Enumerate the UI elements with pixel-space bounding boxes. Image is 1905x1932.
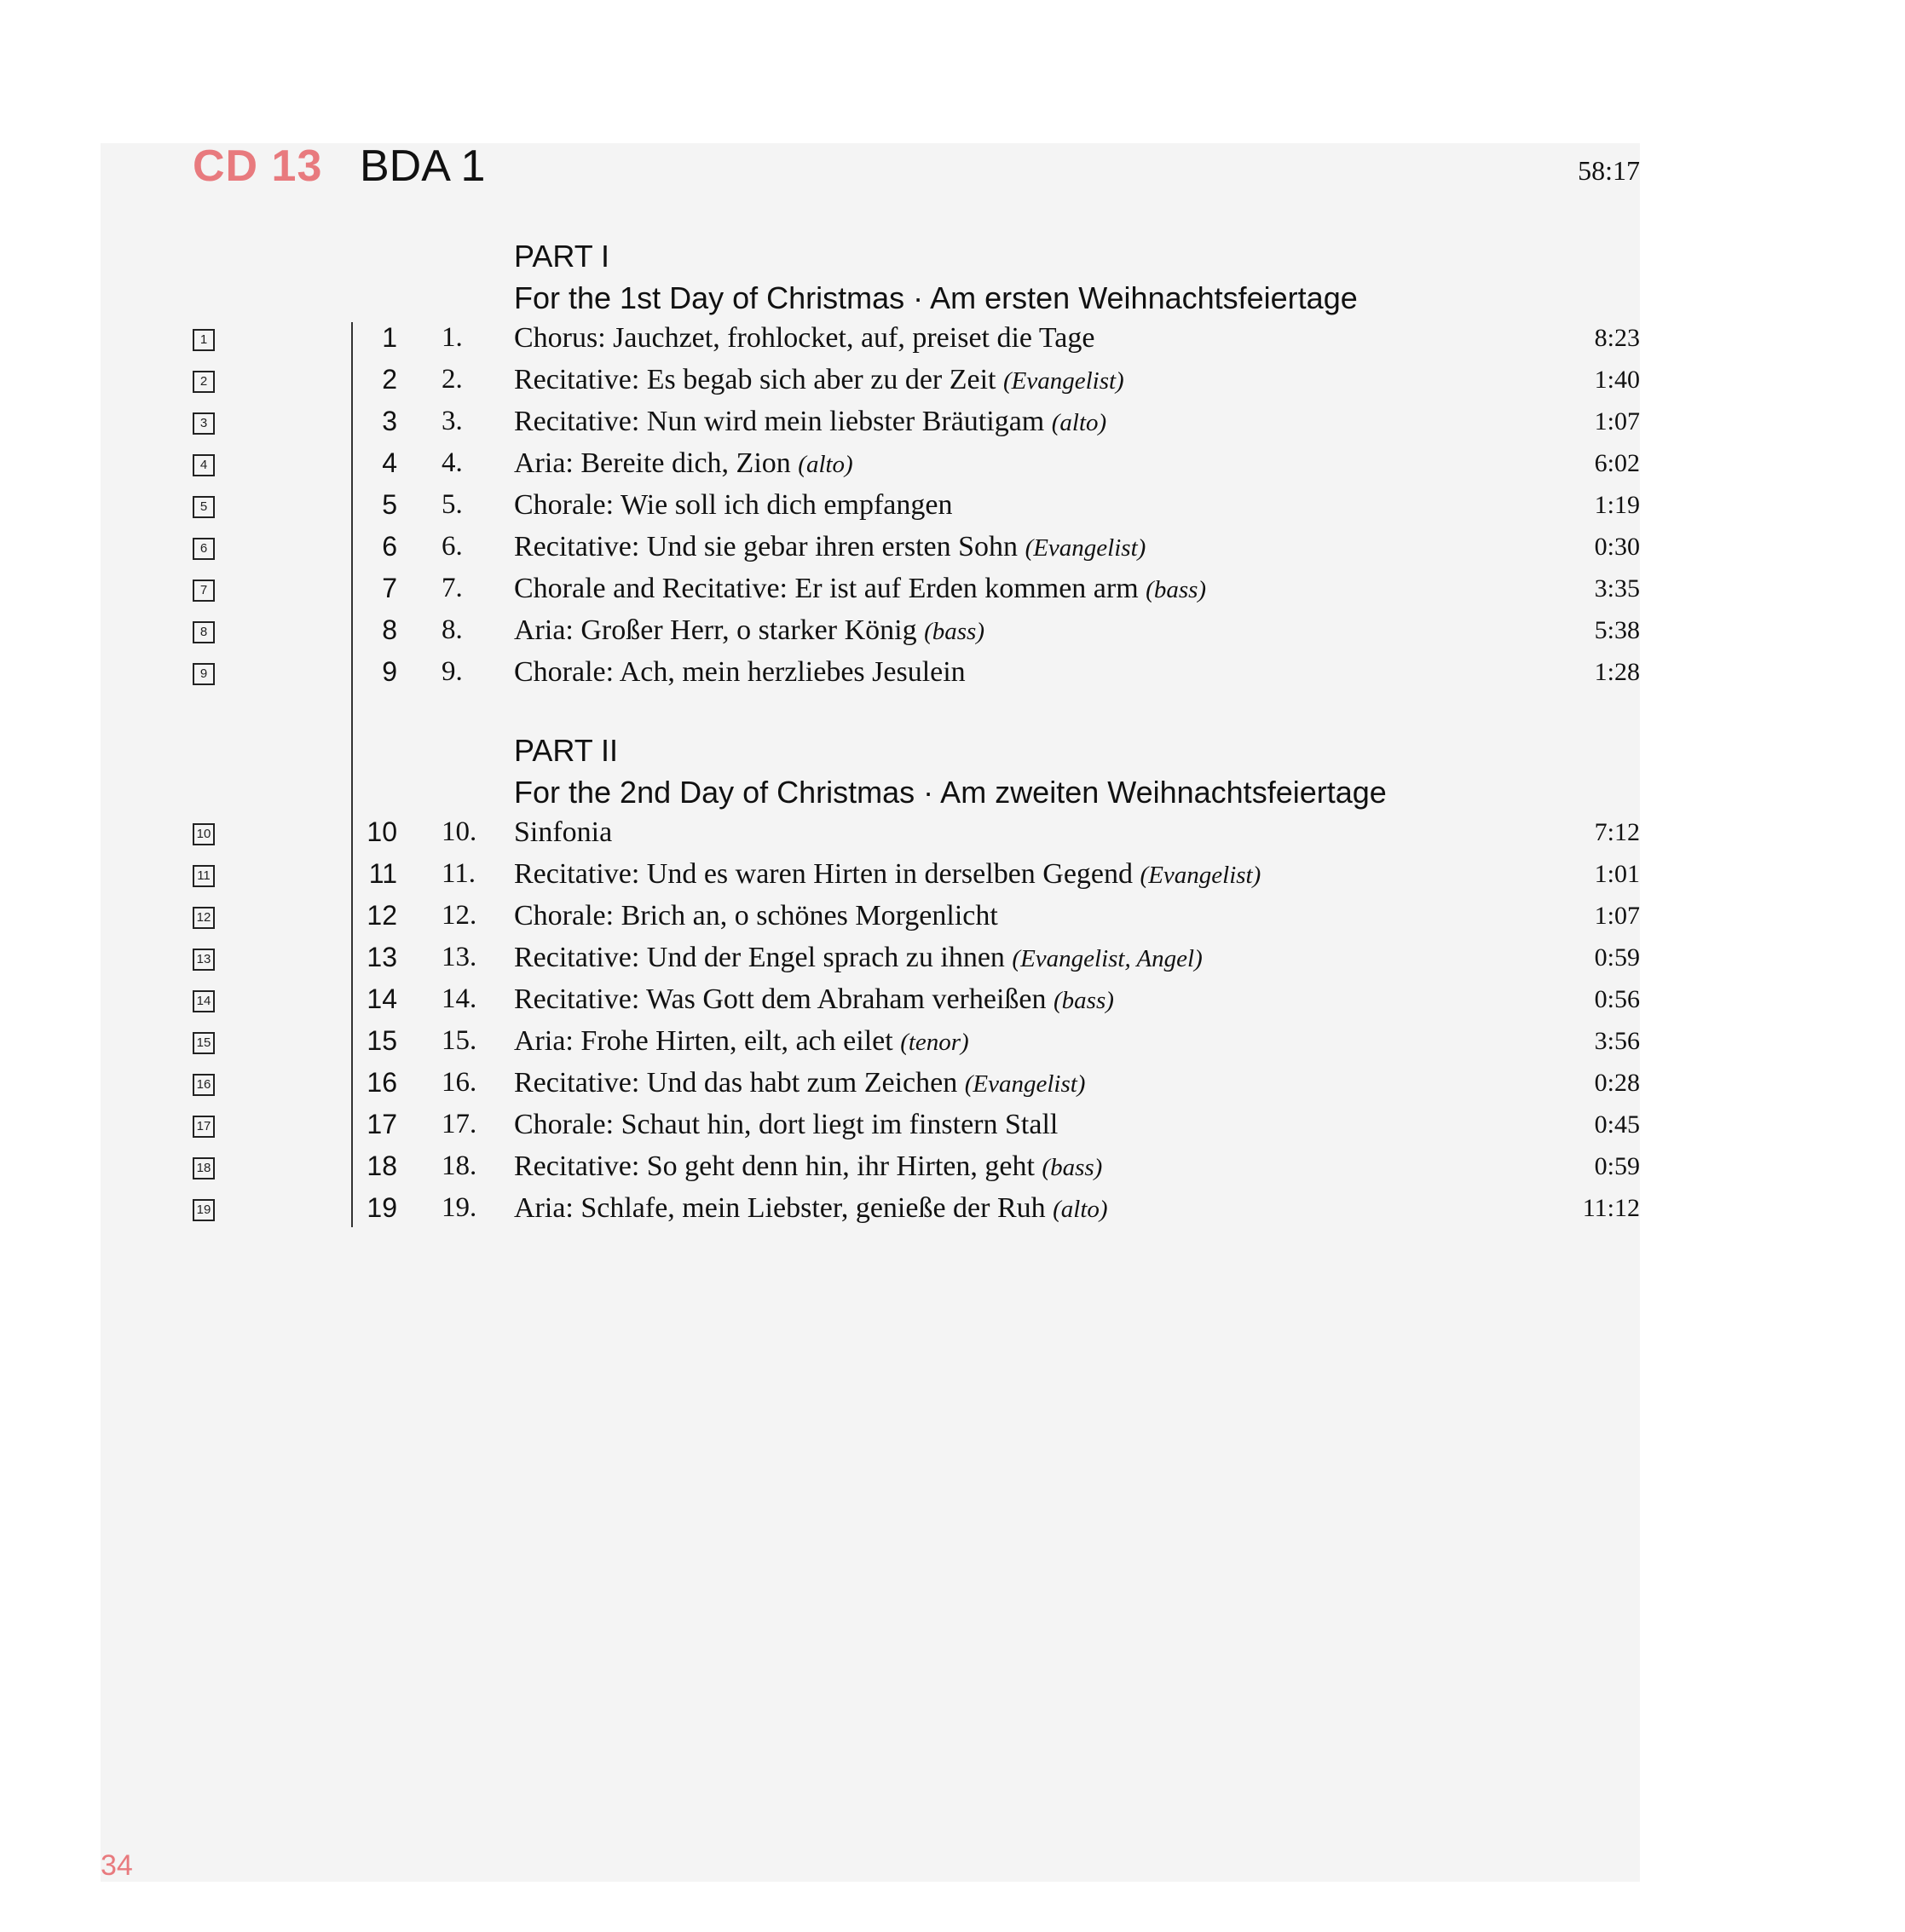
track-row: [0, 364, 1905, 406]
movement-title: [514, 406, 1106, 438]
track-box-icon: 11: [193, 865, 215, 887]
movement-duration: 6:02: [1594, 449, 1640, 477]
movement-title: [514, 983, 1114, 1016]
movement-duration: 3:56: [1594, 1027, 1640, 1055]
movement-duration: 1:07: [1594, 407, 1640, 435]
movement-duration: 1:28: [1594, 658, 1640, 686]
track-row: [0, 1067, 1905, 1109]
movement-number: 16.: [442, 1067, 477, 1098]
track-index: 17: [367, 1109, 397, 1139]
track-row: [0, 1109, 1905, 1151]
movement-title-text: Aria: Bereite dich, Zion: [514, 447, 791, 479]
movement-number: 11.: [442, 858, 476, 889]
movement-title: [514, 489, 952, 522]
movement-role: (Evangelist): [964, 1070, 1086, 1098]
movement-number: 4.: [442, 447, 463, 478]
movement-duration: 0:59: [1594, 943, 1640, 972]
movement-number: 3.: [442, 406, 463, 436]
movement-title: [514, 573, 1206, 605]
movement-number: 7.: [442, 573, 463, 603]
movement-title-text: Chorale: Schaut hin, dort liegt im finstern Stall: [514, 1109, 1059, 1140]
track-index: 5: [382, 489, 397, 520]
movement-title-text: Recitative: So geht denn hin, ihr Hirten, geht: [514, 1151, 1035, 1182]
track-box-icon: 17: [193, 1116, 215, 1138]
movement-duration: 0:56: [1594, 985, 1640, 1013]
movement-title-text: Recitative: Was Gott dem Abraham verheißen: [514, 983, 1047, 1015]
track-box-icon: 7: [193, 580, 215, 602]
track-row: [0, 983, 1905, 1025]
movement-duration: 0:28: [1594, 1069, 1640, 1097]
track-index: 10: [367, 816, 397, 847]
movement-title: [514, 656, 966, 689]
track-index: 18: [367, 1151, 397, 1181]
movement-title: [514, 364, 1124, 396]
track-row: [0, 531, 1905, 573]
movement-number: 2.: [442, 364, 463, 395]
track-index: 6: [382, 531, 397, 562]
track-box-icon: 10: [193, 823, 215, 845]
movement-title: [514, 900, 998, 932]
movement-number: 1.: [442, 322, 463, 353]
movement-title-text: Aria: Großer Herr, o starker König: [514, 614, 917, 646]
track-index: 15: [367, 1025, 397, 1056]
movement-role: (tenor): [900, 1029, 969, 1056]
track-row: [0, 900, 1905, 942]
movement-duration: 1:07: [1594, 902, 1640, 930]
track-row: [0, 489, 1905, 531]
movement-duration: 0:30: [1594, 533, 1640, 561]
track-index: 2: [382, 364, 397, 395]
movement-number: 6.: [442, 531, 463, 562]
movement-role: (alto): [1053, 1196, 1108, 1223]
track-box-icon: 9: [193, 663, 215, 685]
track-box-icon: 14: [193, 990, 215, 1012]
movement-title-text: Recitative: Nun wird mein liebster Bräutigam: [514, 406, 1045, 437]
movement-number: 14.: [442, 983, 477, 1014]
movement-duration: 1:19: [1594, 491, 1640, 519]
movement-title-text: Sinfonia: [514, 816, 613, 848]
movement-title-text: Recitative: Und es waren Hirten in derselben Gegend: [514, 858, 1134, 890]
movement-title: [514, 1025, 969, 1058]
track-row: [0, 858, 1905, 900]
movement-role: (bass): [1042, 1154, 1103, 1181]
track-row: [0, 656, 1905, 698]
cd-label: CD 13: [193, 141, 323, 191]
track-box-icon: 8: [193, 621, 215, 643]
track-index: 9: [382, 656, 397, 687]
part-subtitle: For the 1st Day of Christmas · Am ersten Weihnachtsfeiertage: [514, 280, 1358, 315]
part-label: PART I: [514, 239, 610, 274]
movement-duration: 5:38: [1594, 616, 1640, 644]
track-index: 7: [382, 573, 397, 603]
movement-number: 13.: [442, 942, 477, 972]
movement-title-text: Recitative: Es begab sich aber zu der Zeit: [514, 364, 996, 395]
track-index: 3: [382, 406, 397, 436]
track-box-icon: 3: [193, 412, 215, 435]
track-row: [0, 322, 1905, 364]
movement-title-text: Chorale and Recitative: Er ist auf Erden kommen arm: [514, 573, 1139, 604]
movement-title: [514, 942, 1203, 974]
movement-title: [514, 1192, 1108, 1225]
track-index: 11: [368, 858, 397, 889]
movement-role: (alto): [1051, 409, 1107, 436]
movement-title: [514, 531, 1146, 563]
track-row: [0, 1192, 1905, 1234]
movement-title-text: Aria: Schlafe, mein Liebster, genieße der Ruh: [514, 1192, 1046, 1224]
movement-duration: 1:01: [1594, 860, 1640, 888]
movement-title-text: Chorus: Jauchzet, frohlocket, auf, preiset die Tage: [514, 322, 1095, 354]
track-row: [0, 614, 1905, 656]
track-box-icon: 15: [193, 1032, 215, 1054]
movement-title: [514, 322, 1094, 355]
movement-duration: 8:23: [1594, 324, 1640, 352]
movement-title: [514, 858, 1261, 891]
movement-duration: 0:59: [1594, 1152, 1640, 1180]
track-box-icon: 13: [193, 949, 215, 971]
movement-duration: 0:45: [1594, 1110, 1640, 1139]
movement-title: [514, 1067, 1085, 1099]
movement-number: 18.: [442, 1151, 477, 1181]
track-index: 8: [382, 614, 397, 645]
movement-role: (bass): [924, 618, 984, 645]
movement-number: 10.: [442, 816, 477, 847]
track-box-icon: 18: [193, 1157, 215, 1179]
page-number: 34: [101, 1849, 133, 1882]
movement-number: 5.: [442, 489, 463, 520]
movement-duration: 7:12: [1594, 818, 1640, 846]
track-row: [0, 1151, 1905, 1192]
track-index: 1: [382, 322, 397, 353]
track-row: [0, 816, 1905, 858]
movement-role: (Evangelist): [1025, 534, 1146, 562]
track-box-icon: 4: [193, 454, 215, 476]
total-duration: 58:17: [1578, 155, 1640, 186]
track-index: 12: [367, 900, 397, 931]
track-row: [0, 406, 1905, 447]
track-box-icon: 19: [193, 1199, 215, 1221]
movement-role: (alto): [798, 451, 853, 478]
movement-number: 9.: [442, 656, 463, 687]
part-label: PART II: [514, 733, 619, 768]
movement-role: (bass): [1054, 987, 1114, 1014]
track-row: [0, 942, 1905, 983]
movement-number: 8.: [442, 614, 463, 645]
track-index: 14: [367, 983, 397, 1014]
movement-title-text: Recitative: Und sie gebar ihren ersten Sohn: [514, 531, 1019, 562]
movement-title: [514, 816, 612, 849]
track-box-icon: 5: [193, 496, 215, 518]
movement-title-text: Chorale: Ach, mein herzliebes Jesulein: [514, 656, 966, 688]
part-subtitle: For the 2nd Day of Christmas · Am zweiten Weihnachtsfeiertage: [514, 775, 1387, 810]
track-row: [0, 1025, 1905, 1067]
work-label: BDA 1: [360, 141, 486, 191]
track-index: 13: [367, 942, 397, 972]
movement-role: (bass): [1146, 576, 1207, 603]
movement-title-text: Chorale: Wie soll ich dich empfangen: [514, 489, 953, 521]
track-index: 19: [367, 1192, 397, 1223]
movement-role: (Evangelist, Angel): [1012, 945, 1203, 972]
movement-title: [514, 1109, 1058, 1141]
track-box-icon: 16: [193, 1074, 215, 1096]
movement-title: [514, 614, 984, 647]
track-row: [0, 573, 1905, 614]
movement-title: [514, 447, 853, 480]
track-row: [0, 447, 1905, 489]
track-box-icon: 2: [193, 371, 215, 393]
track-box-icon: 1: [193, 329, 215, 351]
movement-duration: 1:40: [1594, 366, 1640, 394]
movement-title-text: Aria: Frohe Hirten, eilt, ach eilet: [514, 1025, 893, 1057]
movement-title: [514, 1151, 1102, 1183]
movement-duration: 11:12: [1582, 1194, 1640, 1222]
track-box-icon: 12: [193, 907, 215, 929]
track-index: 4: [382, 447, 397, 478]
movement-title-text: Chorale: Brich an, o schönes Morgenlicht: [514, 900, 998, 931]
track-box-icon: 6: [193, 538, 215, 560]
movement-number: 15.: [442, 1025, 477, 1056]
movement-role: (Evangelist): [1140, 862, 1261, 889]
movement-role: (Evangelist): [1002, 367, 1124, 395]
movement-title-text: Recitative: Und der Engel sprach zu ihnen: [514, 942, 1005, 973]
movement-number: 17.: [442, 1109, 477, 1139]
movement-duration: 3:35: [1594, 574, 1640, 603]
track-index: 16: [367, 1067, 397, 1098]
movement-number: 19.: [442, 1192, 477, 1223]
movement-number: 12.: [442, 900, 477, 931]
movement-title-text: Recitative: Und das habt zum Zeichen: [514, 1067, 958, 1099]
